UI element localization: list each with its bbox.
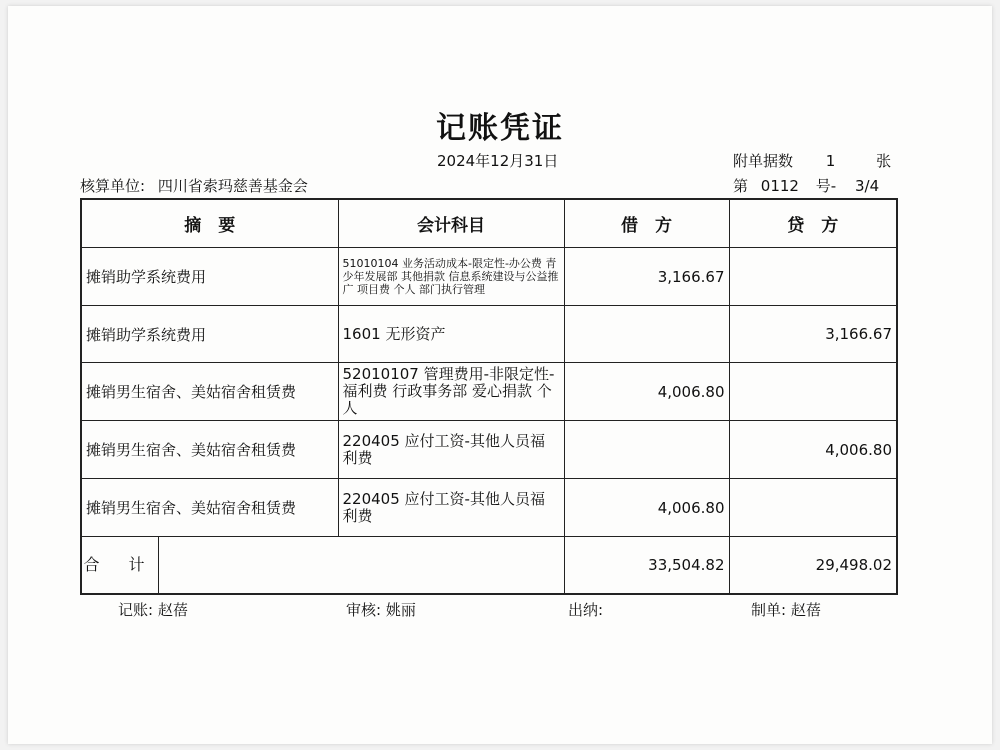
voucher-table [80,198,898,595]
row-summary: 摊销男生宿舍、美姑宿舍租赁费 [81,421,338,479]
row-account: 52010107 管理费用-非限定性-福利费 行政事务部 爱心捐款 个人 [338,363,564,421]
reviewer: 审核: 姚丽 [346,601,416,619]
total-row [81,537,897,595]
row-debit [564,306,729,363]
col-credit: 贷 方 [729,199,897,248]
col-account: 会计科目 [338,199,564,248]
voucher-no: 0112 [760,177,799,195]
table-row [81,479,897,537]
row-debit: 4,006.80 [564,363,729,421]
total-label: 合 计 [82,537,159,593]
row-credit: 4,006.80 [729,421,897,479]
row-summary: 摊销助学系统费用 [81,306,338,363]
total-debit: 33,504.82 [564,537,729,595]
row-summary: 摊销男生宿舍、美姑宿舍租赁费 [81,363,338,421]
row-account: 220405 应付工资-其他人员福利费 [338,421,564,479]
voucher-date: 2024年12月31日 [437,152,559,170]
cashier: 出纳: [568,601,604,619]
attach-unit: 张 [876,152,892,170]
total-label-cell [81,537,564,595]
bookkeeper: 记账: 赵蓓 [118,601,188,619]
table-row [81,248,897,306]
row-account: 220405 应付工资-其他人员福利费 [338,479,564,537]
voucher-title: 记账凭证 [436,111,564,146]
accounting-unit [80,175,308,196]
table-row [81,363,897,421]
row-credit [729,248,897,306]
col-summary: 摘 要 [81,199,338,248]
preparer: 制单: 赵蓓 [751,601,821,619]
row-account: 1601 无形资产 [338,306,564,363]
attachment-count [733,150,891,171]
row-summary: 摊销男生宿舍、美姑宿舍租赁费 [81,479,338,537]
voucher-page: 3/4 [854,177,880,195]
attach-count: 1 [825,152,836,170]
attach-label: 附单据数 [733,152,794,170]
col-debit: 借 方 [564,199,729,248]
unit-name: 四川省索玛慈善基金会 [157,177,308,195]
table-row [81,306,897,363]
total-credit: 29,498.02 [729,537,897,595]
row-debit [564,421,729,479]
table-header-row [81,199,897,248]
unit-label: 核算单位: [80,177,146,195]
voucher-prefix: 第 [733,177,749,195]
table-row [81,421,897,479]
row-account: 51010104 业务活动成本-限定性-办公费 青少年发展部 其他捐款 信息系统建设与公益推广 项目费 个人 部门执行管理 [338,248,564,306]
row-credit [729,479,897,537]
row-credit [729,363,897,421]
row-credit: 3,166.67 [729,306,897,363]
voucher-mid: 号- [815,177,837,195]
voucher-number [733,175,879,196]
row-summary: 摊销助学系统费用 [81,248,338,306]
row-debit: 4,006.80 [564,479,729,537]
row-debit: 3,166.67 [564,248,729,306]
